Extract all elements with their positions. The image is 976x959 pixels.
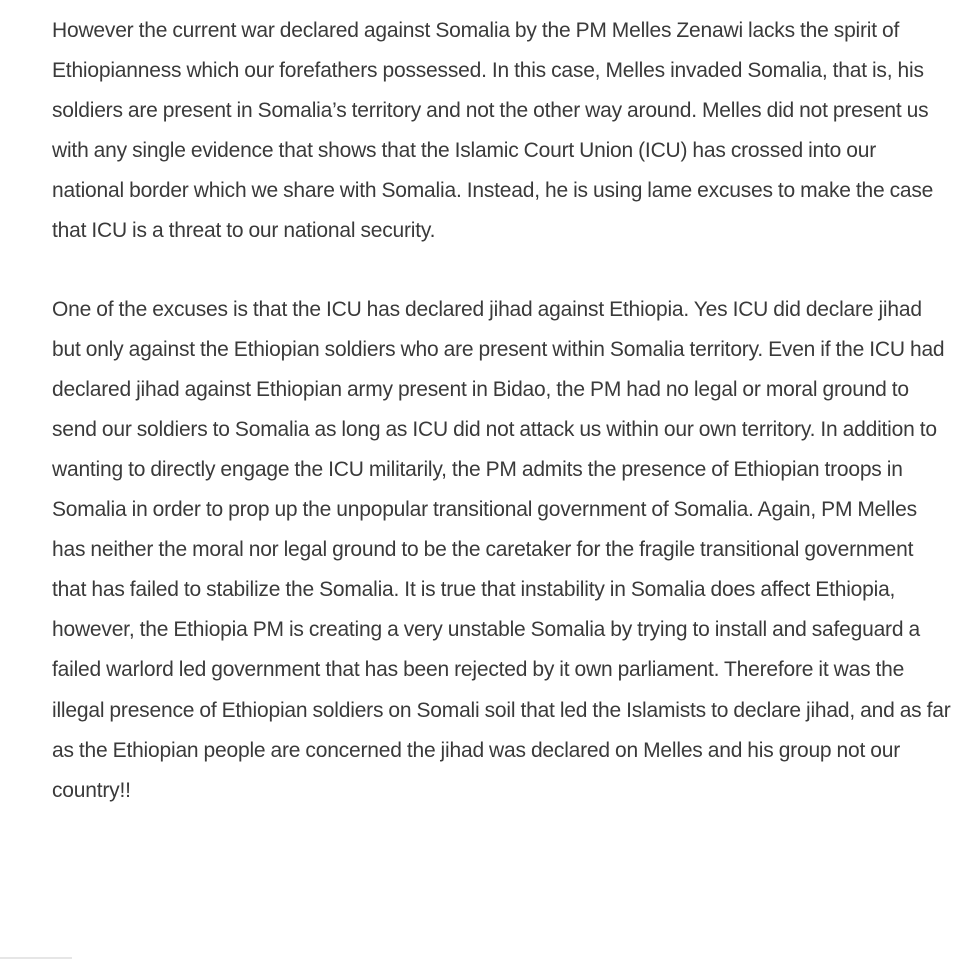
article-paragraph-1: However the current war declared against Somalia by the PM Melles Zenawi lacks the spirit of Ethiopianness which our forefathers possessed. In this case, Melles invaded Somalia, that is, his soldiers are present in Somalia’s territory and not the other way around. Melles did not present us with any single evidence that shows that the Islamic Court Union (ICU) has crossed into our national border which we share with Somalia. Instead, he is using lame excuses to make the case that ICU is a threat to our national security.	[52, 19, 934, 243]
article-paragraph-2: One of the excuses is that the ICU has declared jihad against Ethiopia. Yes ICU did declare jihad but only against the Ethiopian soldiers who are present within Somalia territory. Even if the ICU had declared jihad against Ethiopian army present in Bidao, the PM had no legal or moral ground to send our soldiers to Somalia as long as ICU did not attack us within our own territory. In addition to wanting to directly engage the ICU militarily, the PM admits the presence of Ethiopian troops in Somalia in order to prop up the unpopular transitional government of Somalia. Again, PM Melles has neither the moral nor legal ground to be the caretaker for the fragile transitional government that has failed to stabilize the Somalia. It is true that instability in Somalia does affect Ethiopia, however, the Ethiopia PM is creating a very unstable Somalia by trying to install and safeguard a failed warlord led government that has been rejected by it own parliament. Therefore it was the illegal presence of Ethiopian soldiers on Somali soil that led the Islamists to declare jihad, and as far as the Ethiopian people are concerned the jihad was declared on Melles and his group not our country!!	[52, 297, 951, 802]
article-body	[52, 11, 952, 811]
